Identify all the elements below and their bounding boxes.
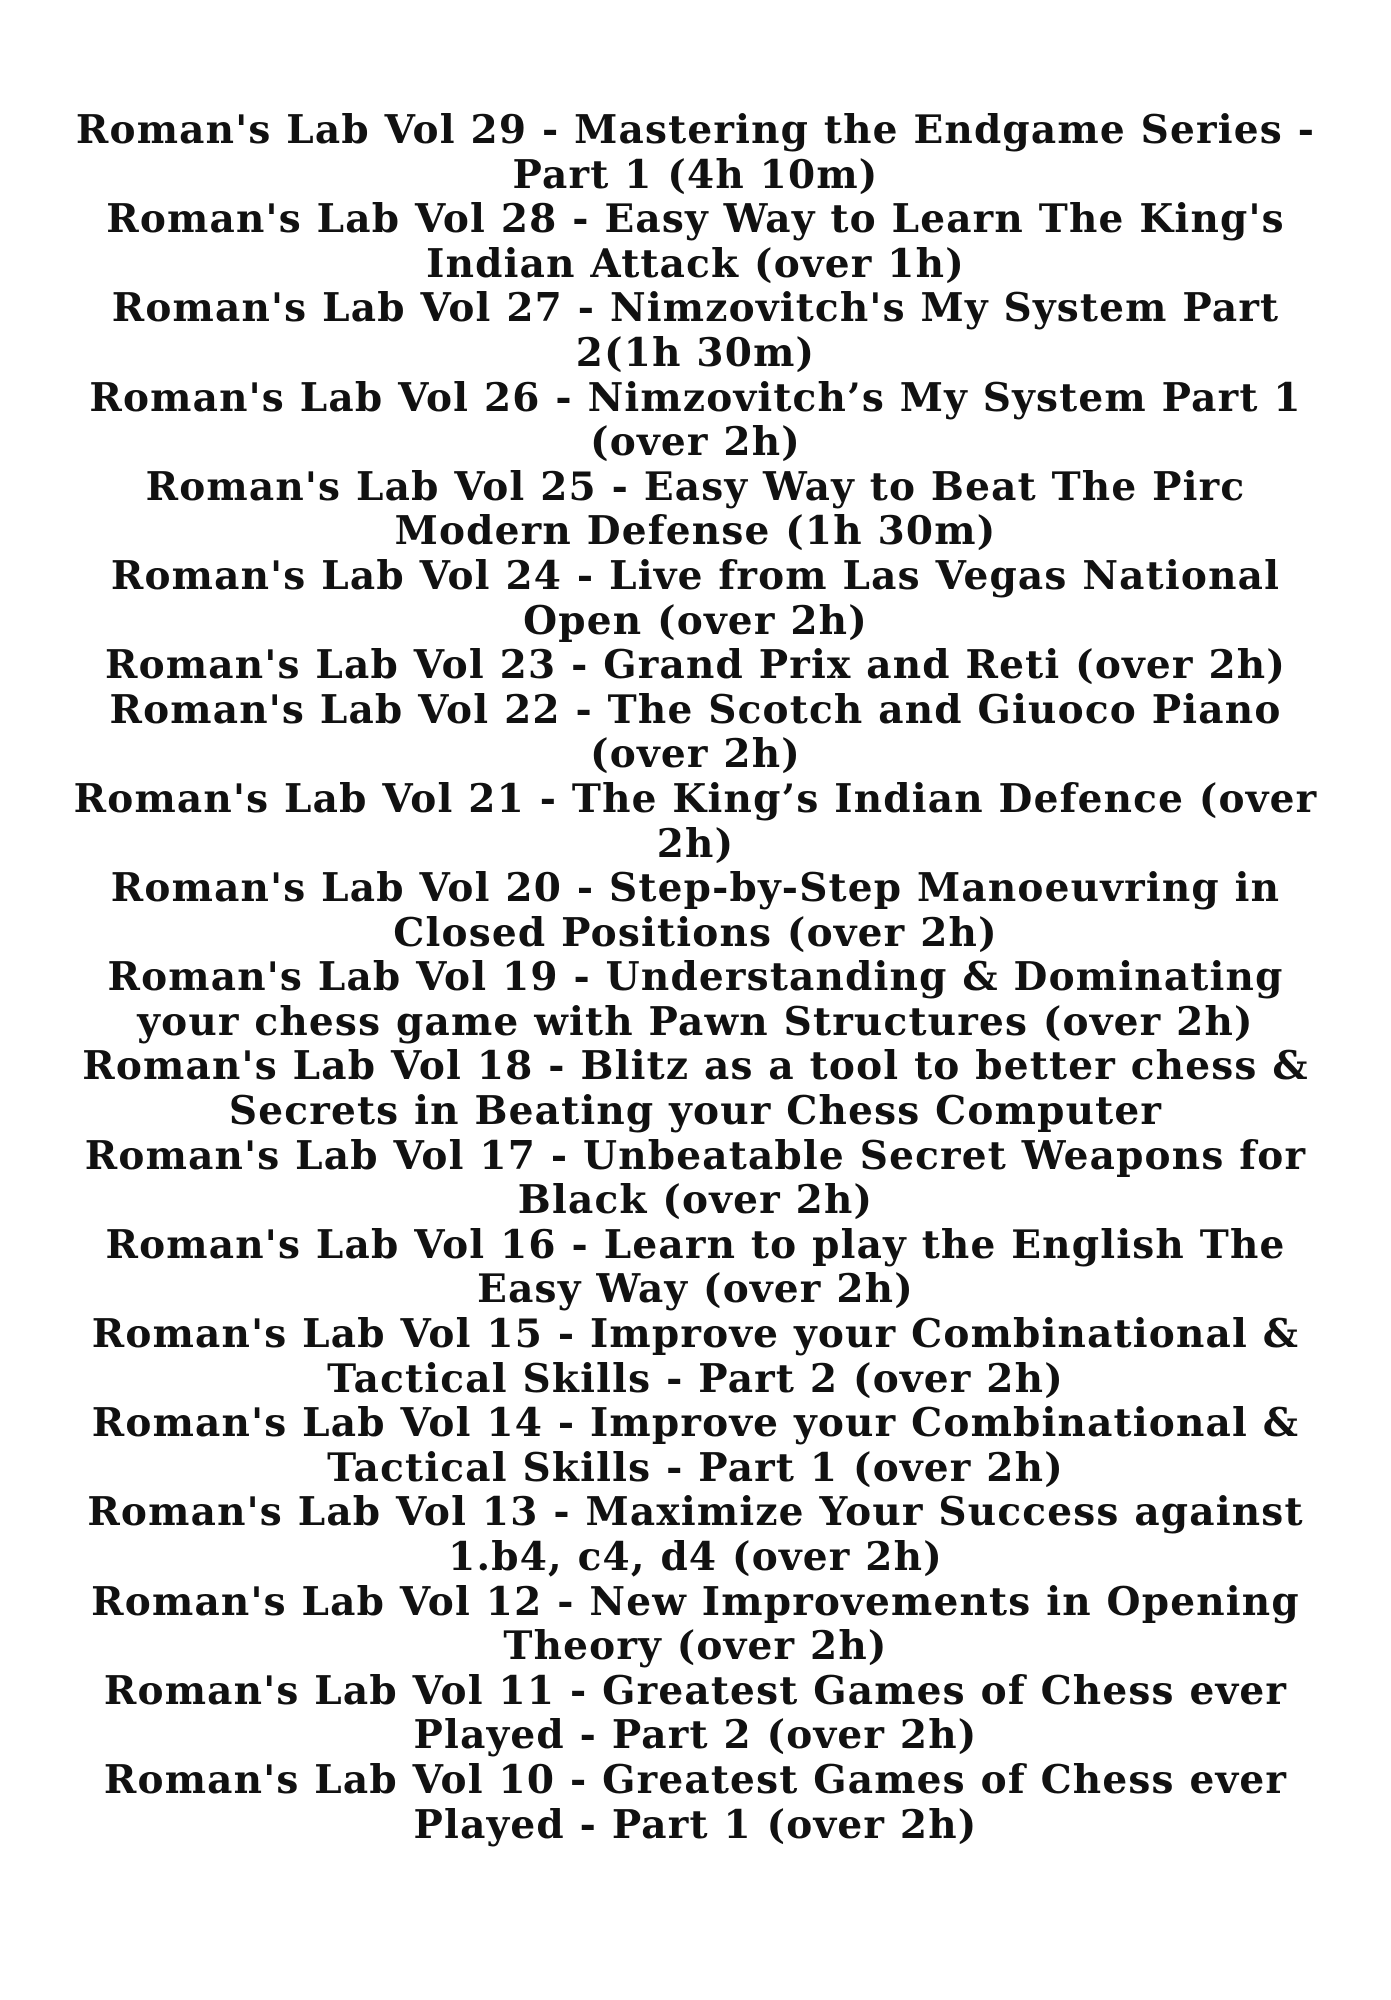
list-item: Roman's Lab Vol 23 - Grand Prix and Reti (over 2h) — [105, 642, 1286, 689]
list-item: Roman's Lab Vol 12 - New Improvements in Opening Theory (over 2h) — [91, 1578, 1300, 1670]
volume-list — [60, 108, 1331, 1847]
list-item: Roman's Lab Vol 27 - Nimzovitch's My System Part 2(1h 30m) — [111, 285, 1280, 376]
list-item: Roman's Lab Vol 28 - Easy Way to Learn The King's Indian Attack (over 1h) — [106, 196, 1285, 287]
list-item: Roman's Lab Vol 13 - Maximize Your Success against 1.b4, c4, d4 (over 2h) — [87, 1489, 1304, 1580]
list-item: Roman's Lab Vol 22 - The Scotch and Giuoco Piano (over 2h) — [109, 686, 1282, 778]
list-item: Roman's Lab Vol 19 - Understanding & Dominating your chess game with Pawn Structures (over 2h) — [107, 954, 1284, 1045]
list-item: Roman's Lab Vol 21 - The King’s Indian Defence (over 2h) — [73, 775, 1318, 867]
list-item: Roman's Lab Vol 26 - Nimzovitch’s My System Part 1 (over 2h) — [89, 374, 1302, 466]
list-item: Roman's Lab Vol 17 - Unbeatable Secret Weapons for Black (over 2h) — [84, 1132, 1307, 1224]
list-item: Roman's Lab Vol 16 - Learn to play the English The Easy Way (over 2h) — [105, 1221, 1286, 1313]
list-item: Roman's Lab Vol 20 - Step-by-Step Manoeuvring in Closed Positions (over 2h) — [110, 865, 1281, 956]
list-item: Roman's Lab Vol 15 - Improve your Combinational & Tactical Skills - Part 2 (over 2h) — [91, 1311, 1300, 1402]
list-item: Roman's Lab Vol 18 - Blitz as a tool to better chess & Secrets in Beating your Chess Computer — [82, 1043, 1309, 1135]
list-item: Roman's Lab Vol 24 - Live from Las Vegas National Open (over 2h) — [110, 552, 1281, 644]
list-item: Roman's Lab Vol 11 - Greatest Games of Chess ever Played - Part 2 (over 2h) — [103, 1667, 1288, 1759]
list-item: Roman's Lab Vol 10 - Greatest Games of Chess ever Played - Part 1 (over 2h) — [103, 1756, 1288, 1848]
list-item: Roman's Lab Vol 14 - Improve your Combinational & Tactical Skills - Part 1 (over 2h) — [91, 1400, 1300, 1491]
list-item: Roman's Lab Vol 29 - Mastering the Endgame Series - Part 1 (4h 10m) — [75, 107, 1316, 198]
list-item: Roman's Lab Vol 25 - Easy Way to Beat The Pirc Modern Defense (1h 30m) — [145, 463, 1246, 555]
